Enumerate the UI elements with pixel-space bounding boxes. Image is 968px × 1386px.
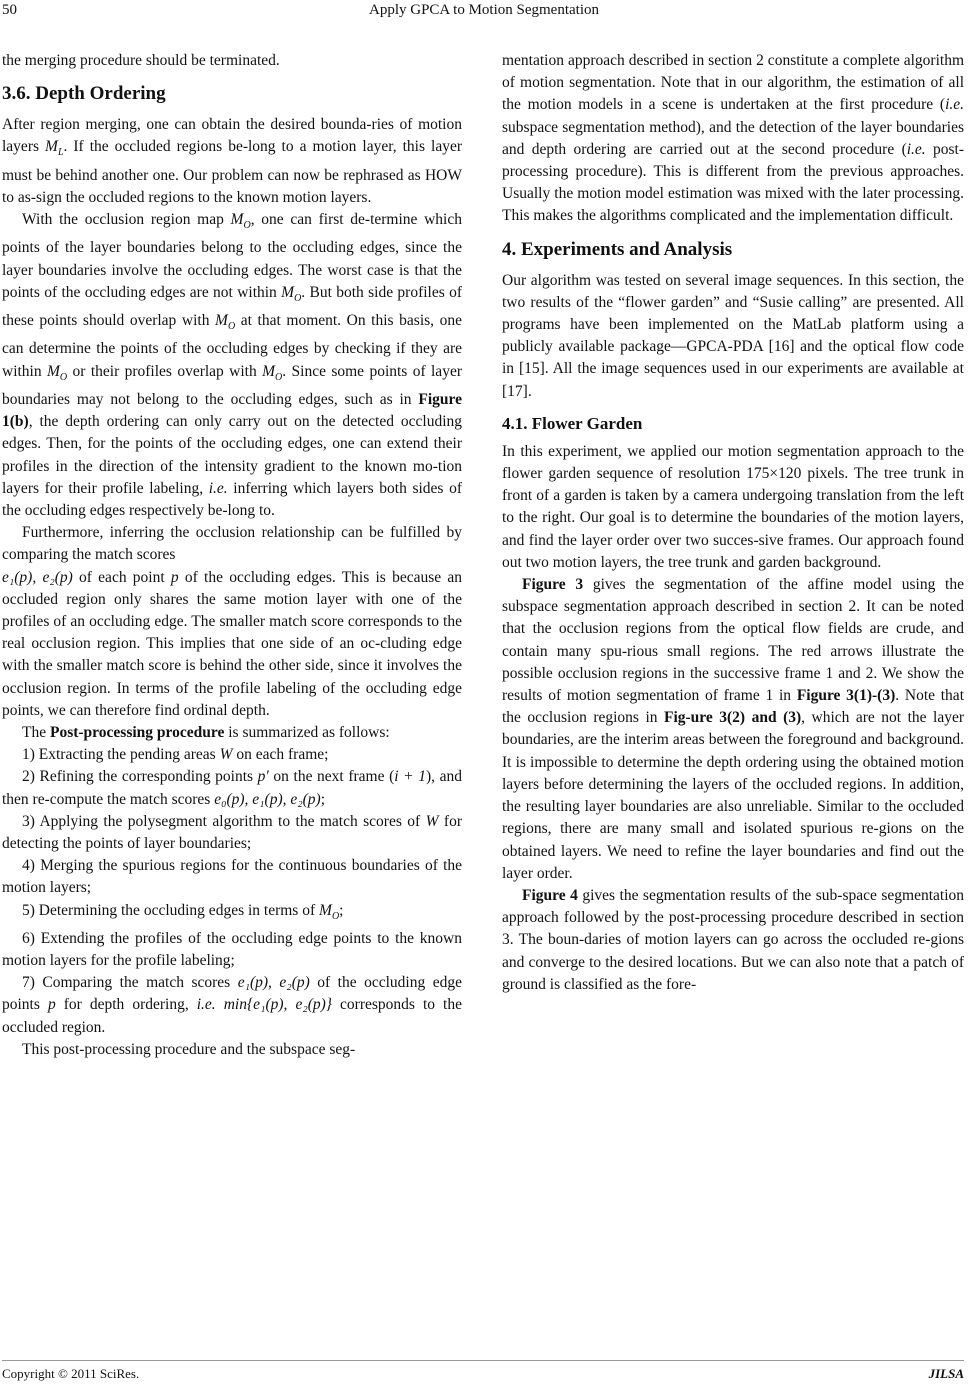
paragraph: Figure 3 gives the segmentation of the affine model using the subspace segmentation approach described in section 2. It can be noted that the occlusion regions from the optical flow fields are crude, and contain many spu-rious small regions. The red arrows illustrate the possible occlusion regions in the successive frame 1 and 2. We show the results of motion segmentation of frame 1 in Figure 3(1)-(3). Note that the occlusion regions in Fig-ure 3(2) and (3), which are not the layer boundaries, are the interim areas between the foreground and background. It is impossible to determine the depth ordering using the obtained motion layers before determining the layers of the occluded regions. In addition, the resulting layer boundaries are also unreliable. Similar to the occluded regions, there are many small and isolated spurious re-gions on the obtained layers. We need to refine the layer boundaries and find out the layer order. <box>502 576 964 882</box>
math-MO: $M_O$ <box>262 362 283 383</box>
math-MO: $M_O$ <box>215 312 236 333</box>
math-MO: $M_O$ <box>281 283 302 304</box>
paragraph: Our algorithm was tested on several image sequences. In this section, the two results of the “flower garden” and “Susie calling” are presented. All programs have been implemented on the MatLab platform using a publicly available package—GPCA-PDA [16] and the optical flow code in [15]. All the image sequences used in our experiments are available at [17]. <box>502 271 964 400</box>
step-6: 6) Extending the profiles of the occluding edge points to the known motion layers for the profile labeling; <box>2 929 462 970</box>
paragraph: The Post-processing procedure is summarized as follows: <box>22 723 390 741</box>
paragraph: After region merging, one can obtain the desired bounda-ries of motion layers $M_L$. If the occluded regions be-long to a motion layer, this layer must be behind another one. Our problem can now be rephrased as HOW to as-sign the occluded regions to the known motion layers. <box>2 116 462 206</box>
math-match-scores: e₁(p), e₂(p) <box>2 568 73 586</box>
figure-ref: Figure 1(b) <box>2 390 462 431</box>
step-5: 5) Determining the occluding edges in terms of $M_O$; <box>22 901 344 922</box>
step-7: 7) Comparing the match scores e₁(p), e₂(p) of the occluding edge points p for depth ordering, i.e. min{e₁(p), e₂(p)} corresponds to the occluded region. <box>2 974 462 1036</box>
subsection-heading-flower-garden: 4.1. Flower Garden <box>502 413 643 433</box>
math-MO: $M_O$ <box>47 362 68 383</box>
paragraph: the merging procedure should be terminated. <box>2 52 280 69</box>
section-heading-experiments: 4. Experiments and Analysis <box>502 238 733 260</box>
right-column <box>502 50 964 996</box>
left-column <box>2 50 462 1061</box>
paragraph: mentation approach described in section 2 constitute a complete algorithm of motion segmentation. Note that in our algorithm, the estimation of all the motion models in a scene is undertaken at the first procedure (i.e. subspace segmentation method), and the detection of the layer boundaries and depth ordering are carried out at the second procedure (i.e. post-processing procedure). This is different from the previous approaches. Usually the motion model estimation was mixed with the later processing. This makes the algorithms complicated and the implementation difficult. <box>502 52 965 225</box>
footer <box>2 1366 964 1382</box>
math-MO: $M_O$ <box>230 211 251 232</box>
copyright: Copyright © 2011 SciRes. <box>2 1366 140 1381</box>
step-2: 2) Refining the corresponding points p′ on the next frame (i + 1), and then re-compute the match scores e₀(p), e₁(p), e₂(p); <box>2 768 462 808</box>
journal-name: JILSA <box>928 1366 964 1381</box>
paragraph: Furthermore, inferring the occlusion relationship can be fulfilled by comparing the match scores e₁(p), e₂(p) of each point p of the occluding edges. This is because an occluded region only shares the same motion layer with one of the profiles of an occluding edge. The smaller match score corresponds to the real occlusion region. This implies that one side of an oc-cluding edge with the smaller match score is behind the other side, since it involves the occlusion region. In terms of the profile labeling of the occluding edge points, we can therefore find ordinal depth. <box>2 524 462 719</box>
step-4: 4) Merging the spurious regions for the continuous boundaries of the motion layers; <box>2 857 462 897</box>
page-number: 50 <box>2 2 17 18</box>
math-ML: $M_L$ <box>45 138 64 159</box>
paragraph: In this experiment, we applied our motion segmentation approach to the flower garden sequence of resolution 175×120 pixels. The tree trunk in front of a garden is taken by a camera undergoing translation from the left to the right. Our goal is to determine the boundaries of the motion layers, and find the layer order over two succes-sive frames. Our approach found out two motion layers, the tree trunk and garden background. <box>502 442 964 571</box>
step-1: 1) Extracting the pending areas W on each frame; <box>22 746 329 764</box>
footer-rule <box>2 1360 964 1361</box>
paragraph: Figure 4 gives the segmentation results of the sub-space segmentation approach followed by the post-processing procedure described in section 3. The boun-daries of motion layers can go across the occluded re-gions and converge to the desired locations. But we can also note that a patch of ground is classified as the fore- <box>502 886 965 993</box>
paragraph: This post-processing procedure and the subspace seg- <box>22 1040 356 1058</box>
paragraph: With the occlusion region map $M_O$, one can first de-termine which points of the layer boundaries belong to the occluding edges, since the layer boundaries involve the occluding edges. The worst case is that the points of the occluding edges are not within $M_O$. But both side profiles of these points should overlap with $M_O$ at that moment. On this basis, one can determine the points of the occluding edges by checking if they are within $M_O$ or their profiles overlap with $M_O$. Since some points of layer boundaries may not belong to the occluding edges, such as in Figure 1(b), the depth ordering can only carry out on the detected occluding edges. Then, for the points of the occluding edges, one can extend their profiles in the direction of the intensity gradient to the known mo-tion layers for their profile labeling, i.e. inferring which layers both sides of the occluding edges respectively be-long to. <box>2 211 462 519</box>
step-3: 3) Applying the polysegment algorithm to the match scores of W for detecting the points of layer boundaries; <box>2 812 462 852</box>
section-heading-depth-ordering: 3.6. Depth Ordering <box>2 83 166 105</box>
running-title: Apply GPCA to Motion Segmentation <box>368 2 599 18</box>
